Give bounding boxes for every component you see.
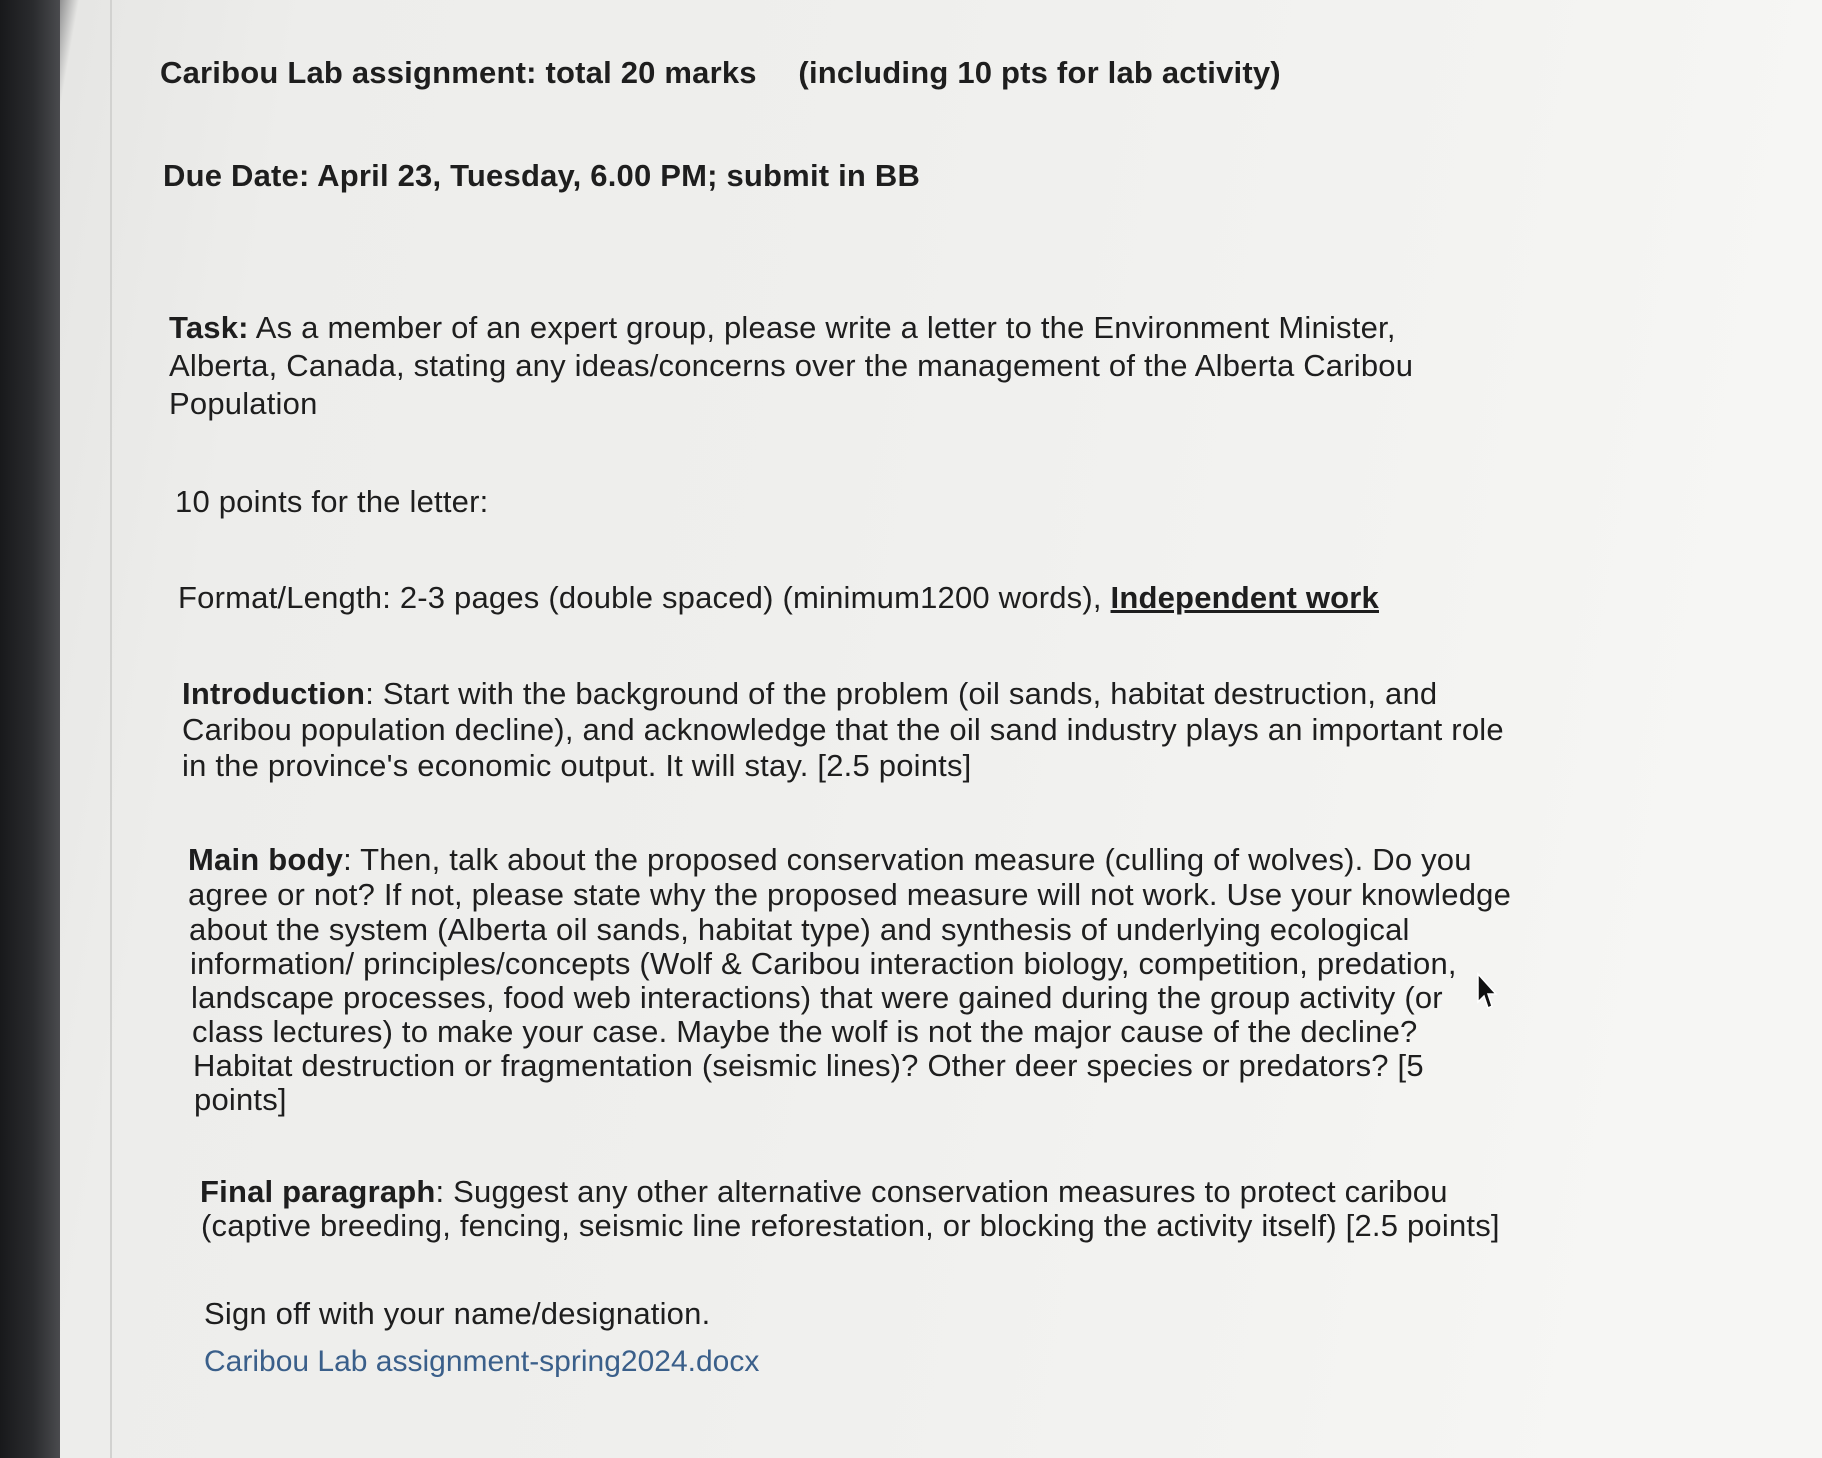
final-line-1-text: : Suggest any other alternative conservation measures to protect caribou bbox=[435, 1174, 1448, 1209]
main-line-1 bbox=[188, 842, 1472, 877]
final-label: Final paragraph bbox=[200, 1174, 436, 1209]
task-line-3: Population bbox=[169, 386, 318, 421]
main-line-4: information/ principles/concepts (Wolf & Caribou interaction biology, competition, predation, bbox=[190, 946, 1457, 981]
intro-line-3: in the province's economic output. It will stay. [2.5 points] bbox=[182, 748, 972, 783]
format-length bbox=[178, 580, 1379, 615]
task-line-1 bbox=[169, 310, 1396, 345]
document-page bbox=[160, 0, 1540, 1458]
independent-work: Independent work bbox=[1110, 580, 1379, 615]
attachment-filename-link[interactable]: Caribou Lab assignment-spring2024.docx bbox=[204, 1345, 760, 1378]
final-line-2: (captive breeding, fencing, seismic line reforestation, or blocking the activity itself) [2.5 points] bbox=[201, 1208, 1500, 1243]
main-label: Main body bbox=[188, 842, 344, 877]
page-edge bbox=[110, 0, 112, 1458]
title-extra: (including 10 pts for lab activity) bbox=[798, 55, 1281, 90]
task-line-2: Alberta, Canada, stating any ideas/concerns over the management of the Alberta Caribou bbox=[169, 348, 1414, 383]
final-line-1 bbox=[200, 1174, 1448, 1209]
main-line-2: agree or not? If not, please state why the proposed measure will not work. Use your knowledge bbox=[188, 877, 1512, 912]
format-text: Format/Length: 2-3 pages (double spaced) (minimum1200 words), bbox=[178, 580, 1102, 615]
main-line-1-text: : Then, talk about the proposed conservation measure (culling of wolves). Do you bbox=[343, 842, 1472, 877]
monitor-bezel bbox=[0, 0, 60, 1458]
sign-off: Sign off with your name/designation. bbox=[204, 1296, 711, 1331]
main-line-6: class lectures) to make your case. Maybe the wolf is not the major cause of the decline? bbox=[192, 1014, 1418, 1049]
main-line-5: landscape processes, food web interactions) that were gained during the group activity (or bbox=[191, 980, 1443, 1015]
intro-line-2: Caribou population decline), and acknowledge that the oil sand industry plays an important role bbox=[182, 712, 1504, 747]
main-line-8: points] bbox=[194, 1082, 287, 1117]
main-line-3: about the system (Alberta oil sands, habitat type) and synthesis of underlying ecological bbox=[189, 912, 1410, 947]
intro-line-1-text: : Start with the background of the problem (oil sands, habitat destruction, and bbox=[365, 676, 1438, 711]
mouse-pointer-icon bbox=[1470, 972, 1498, 1012]
document-title bbox=[160, 55, 1281, 90]
intro-line-1 bbox=[182, 676, 1437, 711]
task-label: Task: bbox=[169, 310, 249, 345]
title-main: Caribou Lab assignment: total 20 marks bbox=[160, 55, 757, 90]
main-line-7: Habitat destruction or fragmentation (seismic lines)? Other deer species or predators? [5 bbox=[193, 1048, 1424, 1083]
due-date: Due Date: April 23, Tuesday, 6.00 PM; submit in BB bbox=[163, 158, 921, 193]
task-line-1-text: As a member of an expert group, please write a letter to the Environment Minister, bbox=[255, 310, 1396, 345]
points-for-letter: 10 points for the letter: bbox=[175, 484, 489, 519]
intro-label: Introduction bbox=[182, 676, 366, 711]
